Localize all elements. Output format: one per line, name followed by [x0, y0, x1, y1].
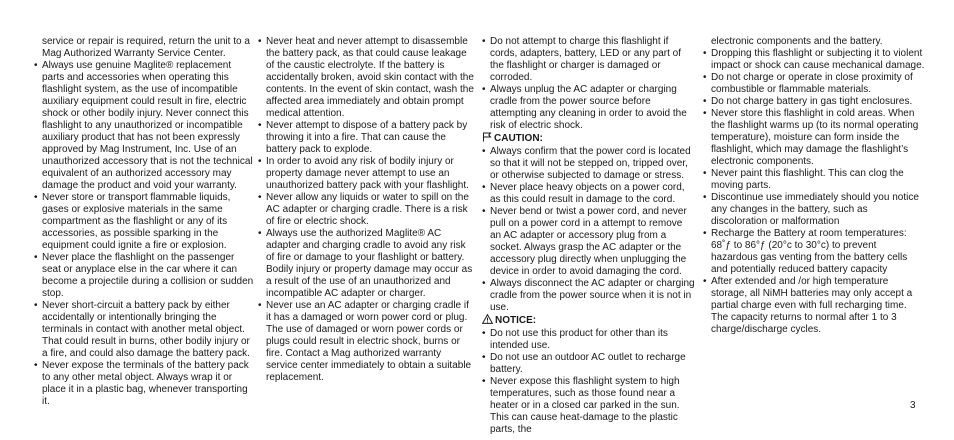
- warning-triangle-icon: [482, 314, 493, 328]
- bullet-item: • Always use genuine Maglite® replacement parts and accessories when operating this flashlight system, as the use of incompatible auxiliary equipment could result in fire, electric shock or other bodily injury. Never connect this flashlight to any unauthorized or incompatible auxiliary product that has not been expressly approved by Mag Instrument, Inc. Use of an unauthorized accessory that is not the technical equivalent of an authorized accessory may damage the product and void your warranty.: [34, 60, 254, 192]
- bullet-item: • Always unplug the AC adapter or charging cradle from the power source before attempting any cleaning in order to avoid the risk of electric shock.: [482, 84, 696, 132]
- flag-icon: [482, 132, 492, 146]
- caution-label: CAUTION:: [494, 133, 543, 144]
- caution-heading: [482, 132, 696, 146]
- notice-heading: [482, 314, 696, 328]
- bullet-item: • Never short-circuit a battery pack by either accidentally or intentionally bringing the terminals in contact with another metal object. That could result in burns, other bodily injury or a fire, and could also damage the battery pack.: [34, 300, 254, 360]
- bullet-item: • Never attempt to dispose of a battery pack by throwing it into a fire. That can cause the battery pack to explode.: [258, 120, 474, 156]
- bullet-item: • Always disconnect the AC adapter or charging cradle from the power source when it is not in use.: [482, 278, 696, 314]
- column-3: [482, 36, 696, 436]
- bullet-item: • Always confirm that the power cord is located so that it will not be stepped on, tripped over, or otherwise subjected to damage or stress.: [482, 146, 696, 182]
- bullet-item: • Do not charge battery in gas tight enclosures.: [703, 96, 925, 108]
- bullet-item: • Never paint this flashlight. This can clog the moving parts.: [703, 168, 925, 192]
- bullet-item: • Do not use this product for other than its intended use.: [482, 328, 696, 352]
- bullet-item: • Never place heavy objects on a power cord, as this could result in damage to the cord.: [482, 182, 696, 206]
- notice-label: NOTICE:: [495, 315, 537, 326]
- bullet-item: • Discontinue use immediately should you notice any changes in the battery, such as discoloration or malformation: [703, 192, 925, 228]
- paragraph-continuation: service or repair is required, return the unit to a Mag Authorized Warranty Service Center.: [42, 36, 250, 59]
- bullet-item: • Do not charge or operate in close proximity of combustible or flammable materials.: [703, 72, 925, 96]
- bullet-item: • Never heat and never attempt to disassemble the battery pack, as that could cause leakage of the caustic electrolyte. If the battery is accidentally broken, avoid skin contact with the contents. In the event of skin contact, wash the affected area immediately and obtain prompt medical attention.: [258, 36, 474, 120]
- bullet-item: • Dropping this flashlight or subjecting it to violent impact or shock can cause mechanical damage.: [703, 48, 925, 72]
- paragraph-continuation: electronic components and the battery.: [711, 36, 883, 47]
- bullet-item: • Never place the flashlight on the passenger seat or anyplace else in the car where it can become a projectile during a collision or sudden stop.: [34, 252, 254, 300]
- bullet-item: • Never store or transport flammable liquids, gases or explosive materials in the same compartment as the flashlight or any of its accessories, as possible sparking in the equipment could ignite a fire or explosion.: [34, 192, 254, 252]
- bullet-item: • Do not attempt to charge this flashlight if cords, adapters, battery, LED or any part of the flashlight or charger is damaged or corroded.: [482, 36, 696, 84]
- bullet-item: • Always use the authorized Maglite® AC adapter and charging cradle to avoid any risk of fire or damage to your flashlight or battery. Bodily injury or property damage may occur as a result of the use of an unauthorized and incompatible AC adapter or charger.: [258, 228, 474, 300]
- bullet-item: • Never expose the terminals of the battery pack to any other metal object. Always wrap it or place it in a plastic bag, whenever transporting it.: [34, 360, 254, 408]
- bullet-item: • Never expose this flashlight system to high temperatures, such as those found near a heater or in a closed car parked in the sun. This can cause heat-damage to the plastic parts, the: [482, 376, 696, 436]
- column-2: [258, 36, 474, 384]
- bullet-item: • Never allow any liquids or water to spill on the AC adapter or charging cradle. There is a risk of fire or electric shock.: [258, 192, 474, 228]
- page-number: 3: [910, 400, 916, 411]
- bullet-item: • Never use an AC adapter or charging cradle if it has a damaged or worn power cord or plug. The use of damaged or worn power cords or plugs could result in electric shock, burns or fire. Contact a Mag authorized warranty service center immediately to obtain a suitable replacement.: [258, 300, 474, 384]
- column-1: [34, 36, 254, 408]
- bullet-item: • Do not use an outdoor AC outlet to recharge battery.: [482, 352, 696, 376]
- column-4: [703, 36, 925, 336]
- bullet-item: • After extended and /or high temperature storage, all NiMH batteries may only accept a partial charge even with full recharging time. The capacity returns to normal after 1 to 3 charge/discharge cycles.: [703, 276, 925, 336]
- bullet-item: • Never store this flashlight in cold areas. When the flashlight warms up (to its normal operating temperature), moisture can form inside the flashlight, which may damage the flashlight’s electronic components.: [703, 108, 925, 168]
- bullet-item: • In order to avoid any risk of bodily injury or property damage never attempt to use an unauthorized battery pack with your flashlight.: [258, 156, 474, 192]
- bullet-item: • Recharge the Battery at room temperatures: 68˚ƒ to 86°ƒ (20°c to 30°c) to prevent hazardous gas venting from the battery cells and potentially reduced battery capacity: [703, 228, 925, 276]
- bullet-item: • Never bend or twist a power cord, and never pull on a power cord in a attempt to remove an AC adapter or accessory plug from a socket. Always grasp the AC adapter or the accessory plug directly when unplugging the device in order to avoid damaging the cord.: [482, 206, 696, 278]
